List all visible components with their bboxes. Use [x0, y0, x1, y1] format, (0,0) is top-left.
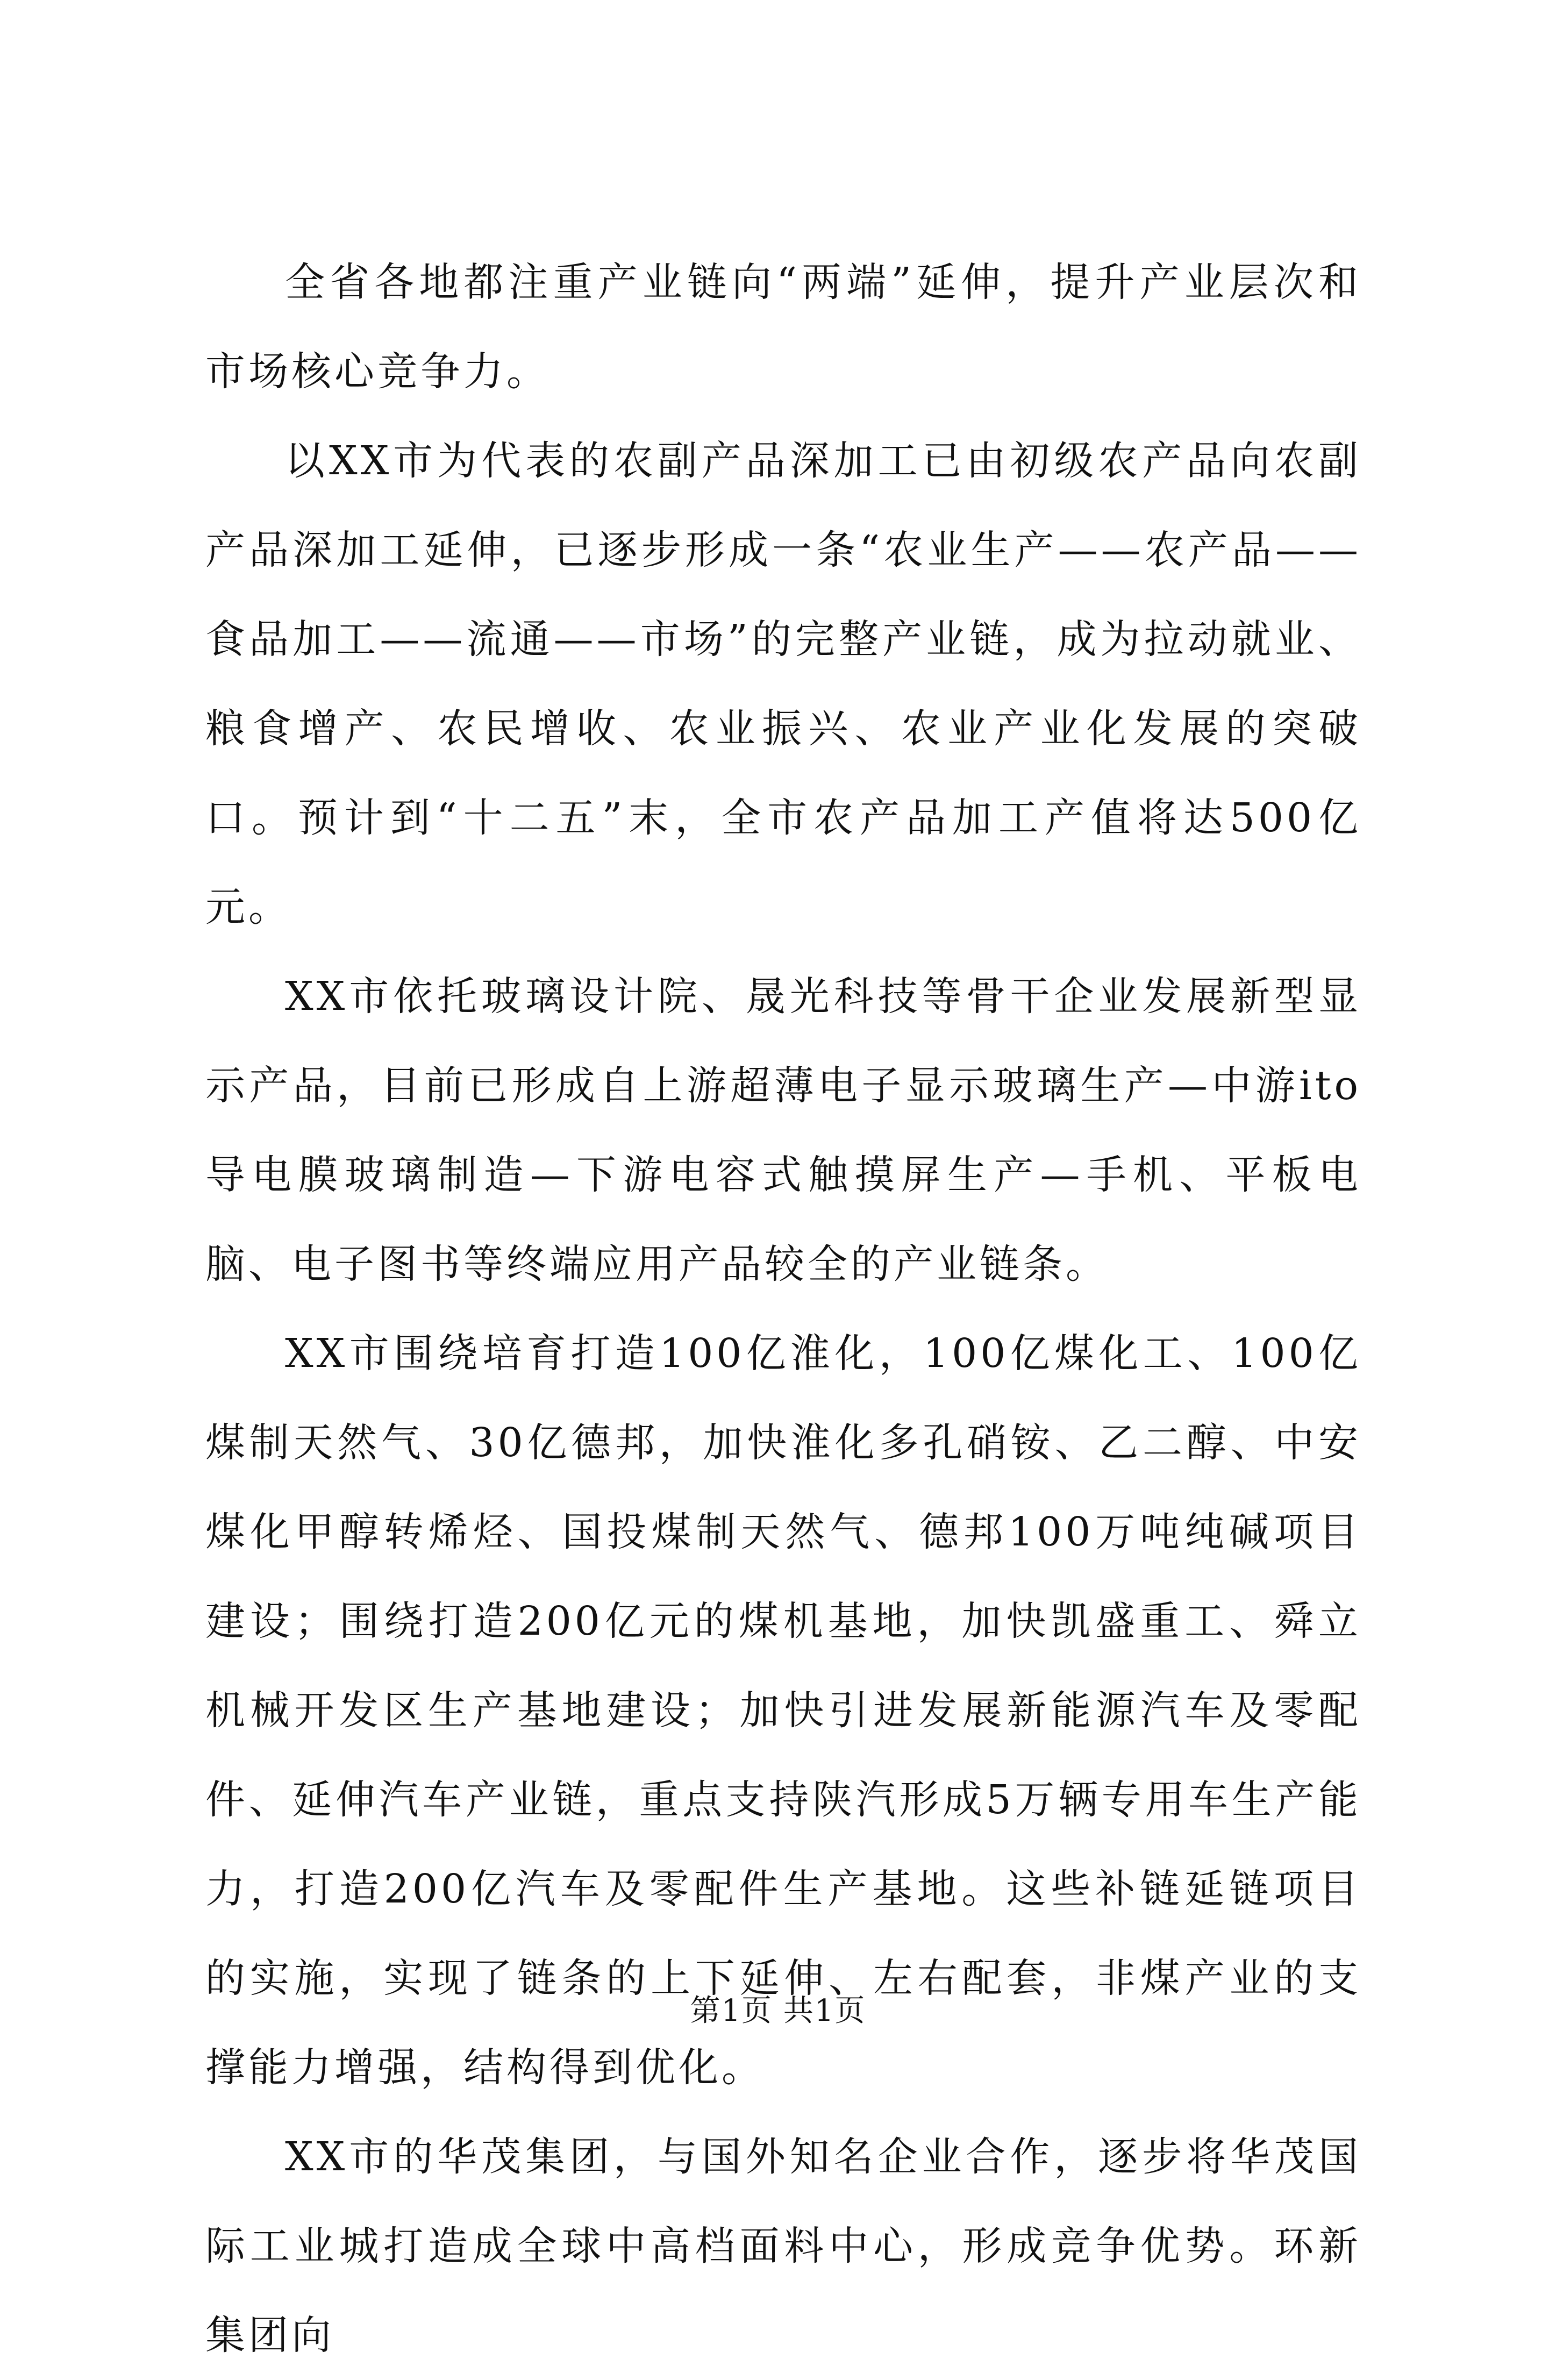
paragraph-2: 以XX市为代表的农副产品深加工已由初级农产品向农副产品深加工延伸，已逐步形成一条“农业生产——农产品——食品加工——流通——市场”的完整产业链，成为拉动就业、粮食增产、农民增收、农业振兴、农业产业化发展的突破口。预计到“十二五”末，全市农产品加工产值将达500亿元。 — [205, 438, 1361, 930]
document-body — [205, 238, 1361, 2380]
page-footer: 第1页 共1页 — [690, 1993, 866, 2028]
paragraph-4: XX市围绕培育打造100亿淮化，100亿煤化工、100亿煤制天然气、30亿德邦，加快淮化多孔硝铵、乙二醇、中安煤化甲醇转烯烃、国投煤制天然气、德邦100万吨纯碱项目建设；围绕打造200亿元的煤机基地，加快凯盛重工、舜立机械开发区生产基地建设；加快引进发展新能源汽车及零配件、延伸汽车产业链，重点支持陕汽形成5万辆专用车生产能力，打造200亿汽车及零配件生产基地。这些补链延链项目的实施，实现了链条的上下延伸、左右配套，非煤产业的支撑能力增强，结构得到优化。 — [205, 1330, 1361, 2091]
paragraph-1: 全省各地都注重产业链向“两端”延伸，提升产业层次和市场核心竞争力。 — [205, 259, 1361, 395]
paragraph-5: XX市的华茂集团，与国外知名企业合作，逐步将华茂国际工业城打造成全球中高档面料中心，形成竞争优势。环新集团向 — [205, 2134, 1361, 2358]
paragraph-3: XX市依托玻璃设计院、晟光科技等骨干企业发展新型显示产品，目前已形成自上游超薄电子显示玻璃生产—中游ito导电膜玻璃制造—下游电容式触摸屏生产—手机、平板电脑、电子图书等终端应用产品较全的产业链条。 — [205, 973, 1361, 1287]
